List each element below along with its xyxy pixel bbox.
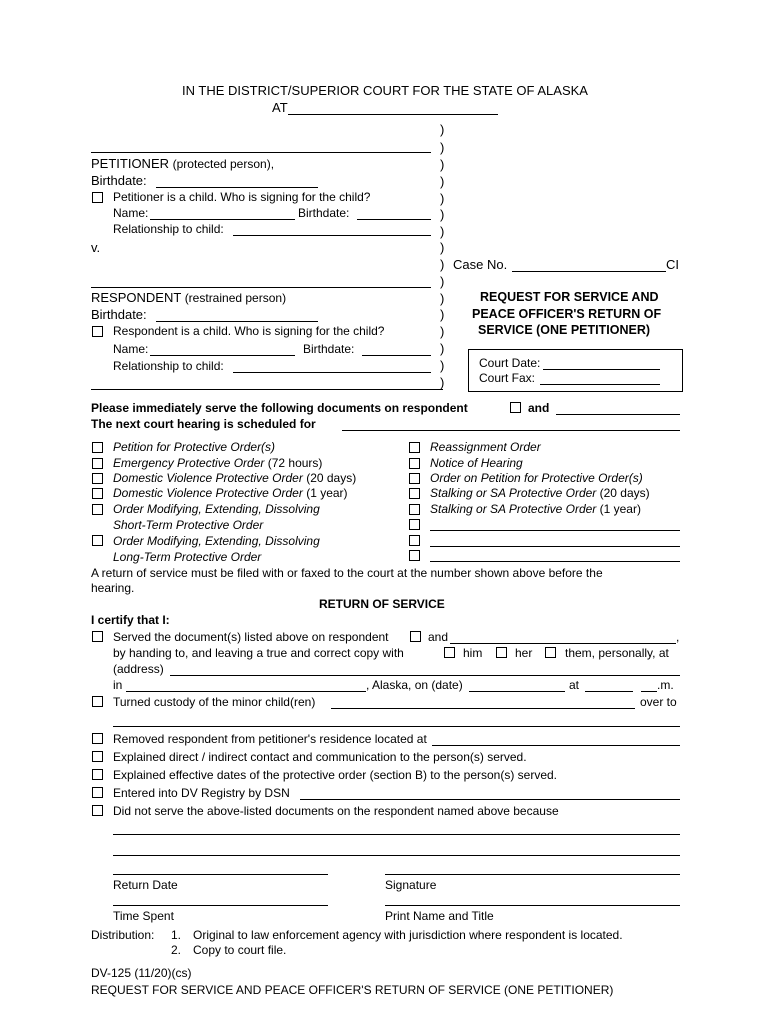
doc-checkbox-dv-20[interactable] bbox=[92, 473, 103, 484]
custody-person-field[interactable] bbox=[113, 726, 680, 727]
doc-checkbox-petition[interactable] bbox=[92, 442, 103, 453]
served-date-field[interactable] bbox=[469, 691, 565, 692]
court-fax-field[interactable] bbox=[540, 384, 660, 385]
caption-paren: ) bbox=[440, 341, 445, 356]
return-notice-line1: A return of service must be filed with or faxed to the court at the number shown above before the bbox=[91, 566, 603, 580]
address-field[interactable] bbox=[170, 675, 680, 676]
custody-child-field[interactable] bbox=[331, 708, 635, 709]
respondent-relationship-label: Relationship to child: bbox=[113, 359, 224, 373]
him-checkbox[interactable] bbox=[444, 647, 455, 658]
distribution-label: Distribution: bbox=[91, 928, 155, 942]
versus-label: v. bbox=[91, 240, 101, 255]
print-name-field[interactable] bbox=[385, 905, 680, 906]
case-no-label: Case No. bbox=[453, 257, 508, 272]
signature-field[interactable] bbox=[385, 874, 680, 875]
distribution-item-2: Copy to court file. bbox=[193, 943, 287, 957]
doc-checkbox-other-2[interactable] bbox=[409, 535, 420, 546]
at-label: at bbox=[569, 678, 580, 692]
caption-paren: ) bbox=[440, 240, 445, 255]
court-location-label: AT bbox=[272, 100, 288, 115]
serve-and-label: and bbox=[528, 401, 550, 415]
removed-text: Removed respondent from petitioner's residence located at bbox=[113, 732, 427, 746]
certify-label: I certify that I: bbox=[91, 613, 170, 627]
handing-text: by handing to, and leaving a true and correct copy with bbox=[113, 646, 404, 660]
removed-checkbox[interactable] bbox=[92, 733, 103, 744]
serve-and-checkbox[interactable] bbox=[510, 402, 521, 413]
footer-title: REQUEST FOR SERVICE AND PEACE OFFICER'S RETURN OF SERVICE (ONE PETITIONER) bbox=[91, 983, 614, 997]
respondent-label: RESPONDENT (restrained person) bbox=[91, 290, 287, 305]
caption-paren: ) bbox=[440, 157, 445, 172]
doc-checkbox-dv-1yr[interactable] bbox=[92, 488, 103, 499]
doc-checkbox-order-petition[interactable] bbox=[409, 473, 420, 484]
respondent-signer-name-label: Name: bbox=[113, 342, 149, 356]
respondent-signer-birthdate-field[interactable] bbox=[362, 355, 431, 356]
doc-other-field-3[interactable] bbox=[430, 561, 680, 562]
petitioner-birthdate-label: Birthdate: bbox=[91, 173, 147, 188]
caption-paren: ) bbox=[440, 174, 445, 189]
doc-checkbox-reassignment[interactable] bbox=[409, 442, 420, 453]
did-not-serve-checkbox[interactable] bbox=[92, 805, 103, 816]
form-number: DV-125 (11/20)(cs) bbox=[91, 966, 192, 980]
petitioner-signer-birthdate-field[interactable] bbox=[357, 219, 431, 220]
explained-contact-checkbox[interactable] bbox=[92, 751, 103, 762]
doc-label: Order on Petition for Protective Order(s) bbox=[430, 471, 643, 485]
removed-location-field[interactable] bbox=[432, 745, 680, 746]
respondent-signer-birthdate-label: Birthdate: bbox=[303, 342, 355, 356]
over-to-label: over to bbox=[640, 695, 677, 709]
her-label: her bbox=[515, 646, 533, 660]
court-date-field[interactable] bbox=[543, 369, 660, 370]
return-date-label: Return Date bbox=[113, 878, 178, 892]
caption-paren: ) bbox=[440, 324, 445, 339]
doc-label: Reassignment Order bbox=[430, 440, 541, 454]
time-spent-field[interactable] bbox=[113, 905, 328, 906]
distribution-item-1: Original to law enforcement agency with jurisdiction where respondent is located. bbox=[193, 928, 623, 942]
hearing-label: The next court hearing is scheduled for bbox=[91, 417, 316, 431]
custody-checkbox[interactable] bbox=[92, 696, 103, 707]
respondent-relationship-field[interactable] bbox=[233, 372, 431, 373]
doc-other-field-2[interactable] bbox=[430, 546, 680, 547]
city-field[interactable] bbox=[126, 691, 366, 692]
caption-paren: ) bbox=[440, 224, 445, 239]
caption-paren: ) bbox=[440, 291, 445, 306]
respondent-child-checkbox[interactable] bbox=[92, 326, 103, 337]
time-spent-label: Time Spent bbox=[113, 909, 174, 923]
caption-paren: ) bbox=[440, 191, 445, 206]
explained-contact-text: Explained direct / indirect contact and communication to the person(s) served. bbox=[113, 750, 527, 764]
dv-registry-text: Entered into DV Registry by DSN bbox=[113, 786, 290, 800]
petitioner-relationship-field[interactable] bbox=[233, 235, 431, 236]
petitioner-label: PETITIONER (protected person), bbox=[91, 156, 275, 171]
respondent-birthdate-field[interactable] bbox=[156, 321, 318, 322]
serve-instruction: Please immediately serve the following documents on respondent bbox=[91, 401, 468, 415]
explained-dates-text: Explained effective dates of the protective order (section B) to the person(s) served. bbox=[113, 768, 558, 782]
in-label: in bbox=[113, 678, 123, 692]
doc-label: Stalking or SA Protective Order (20 days) bbox=[430, 486, 650, 500]
respondent-birthdate-label: Birthdate: bbox=[91, 307, 147, 322]
served-and-checkbox[interactable] bbox=[410, 631, 421, 642]
doc-checkbox-stalking-20[interactable] bbox=[409, 488, 420, 499]
m-label: .m. bbox=[657, 678, 674, 692]
served-comma: , bbox=[676, 630, 680, 644]
doc-label: Short-Term Protective Order bbox=[113, 518, 264, 532]
them-label: them, personally, at bbox=[565, 646, 669, 660]
doc-label: Notice of Hearing bbox=[430, 456, 523, 470]
doc-checkbox-stalking-1yr[interactable] bbox=[409, 504, 420, 515]
caption-paren: ) bbox=[440, 274, 445, 289]
doc-checkbox-modify-short[interactable] bbox=[92, 504, 103, 515]
serve-and-field[interactable] bbox=[556, 414, 680, 415]
explained-dates-checkbox[interactable] bbox=[92, 769, 103, 780]
return-of-service-heading: RETURN OF SERVICE bbox=[319, 597, 445, 611]
custody-text: Turned custody of the minor child(ren) bbox=[113, 695, 316, 709]
print-name-label: Print Name and Title bbox=[385, 909, 494, 923]
return-notice-line2: hearing. bbox=[91, 581, 135, 595]
did-not-serve-text: Did not serve the above-listed documents on the respondent named above because bbox=[113, 804, 559, 818]
case-no-suffix: CI bbox=[666, 257, 679, 272]
court-date-label: Court Date: bbox=[479, 356, 541, 370]
form-title-line2: PEACE OFFICER'S RETURN OF bbox=[472, 307, 662, 321]
case-no-field[interactable] bbox=[512, 271, 666, 272]
petitioner-child-text: Petitioner is a child. Who is signing for the child? bbox=[113, 190, 371, 204]
reason-field-2[interactable] bbox=[113, 855, 680, 856]
alaska-date-label: , Alaska, on (date) bbox=[366, 678, 463, 692]
doc-label: Domestic Violence Protective Order (1 year) bbox=[113, 486, 348, 500]
reason-field-1[interactable] bbox=[113, 834, 680, 835]
doc-checkbox-notice[interactable] bbox=[409, 458, 420, 469]
respondent-name-field[interactable] bbox=[91, 287, 431, 288]
caption-paren: ) bbox=[440, 207, 445, 222]
caption-paren: ) bbox=[440, 358, 445, 373]
doc-label: Stalking or SA Protective Order (1 year) bbox=[430, 502, 641, 516]
court-location-field[interactable] bbox=[288, 114, 498, 115]
distribution-number: 2. bbox=[171, 943, 182, 957]
her-checkbox[interactable] bbox=[496, 647, 507, 658]
court-heading: IN THE DISTRICT/SUPERIOR COURT FOR THE STATE OF ALASKA bbox=[182, 83, 588, 98]
doc-checkbox-other-3[interactable] bbox=[409, 550, 420, 561]
doc-label: Domestic Violence Protective Order (20 days) bbox=[113, 471, 357, 485]
caption-paren: ) bbox=[440, 257, 445, 272]
dv-registry-checkbox[interactable] bbox=[92, 787, 103, 798]
served-time-field[interactable] bbox=[585, 691, 633, 692]
doc-label: Petition for Protective Order(s) bbox=[113, 440, 276, 454]
court-fax-label: Court Fax: bbox=[479, 371, 536, 385]
doc-label: Long-Term Protective Order bbox=[113, 550, 262, 564]
ampm-field[interactable] bbox=[641, 691, 657, 692]
him-label: him bbox=[463, 646, 483, 660]
doc-checkbox-other-1[interactable] bbox=[409, 519, 420, 530]
them-checkbox[interactable] bbox=[545, 647, 556, 658]
caption-paren: ) bbox=[440, 122, 445, 137]
doc-other-field-1[interactable] bbox=[430, 530, 680, 531]
address-label: (address) bbox=[113, 662, 164, 676]
dsn-field[interactable] bbox=[300, 799, 680, 800]
caption-paren: ) bbox=[440, 375, 445, 390]
petitioner-child-checkbox[interactable] bbox=[92, 192, 103, 203]
return-date-field[interactable] bbox=[113, 874, 328, 875]
caption-paren: ) bbox=[440, 307, 445, 322]
caption-bottom-rule bbox=[91, 389, 443, 390]
signature-label: Signature bbox=[385, 878, 437, 892]
doc-checkbox-modify-long[interactable] bbox=[92, 535, 103, 546]
doc-label: Order Modifying, Extending, Dissolving bbox=[113, 502, 320, 516]
served-checkbox[interactable] bbox=[92, 631, 103, 642]
petitioner-signer-birthdate-label: Birthdate: bbox=[298, 206, 350, 220]
served-text: Served the document(s) listed above on respondent bbox=[113, 630, 389, 644]
respondent-signer-name-field[interactable] bbox=[150, 355, 295, 356]
petitioner-name-field[interactable] bbox=[91, 152, 431, 153]
petitioner-relationship-label: Relationship to child: bbox=[113, 222, 224, 236]
petitioner-birthdate-field[interactable] bbox=[156, 187, 318, 188]
caption-paren: ) bbox=[440, 140, 445, 155]
petitioner-signer-name-field[interactable] bbox=[150, 219, 295, 220]
doc-label: Emergency Protective Order (72 hours) bbox=[113, 456, 323, 470]
form-title-line3: SERVICE (ONE PETITIONER) bbox=[478, 323, 651, 337]
served-and-field[interactable] bbox=[450, 643, 676, 644]
doc-label: Order Modifying, Extending, Dissolving bbox=[113, 534, 320, 548]
respondent-child-text: Respondent is a child. Who is signing for the child? bbox=[113, 324, 385, 338]
petitioner-signer-name-label: Name: bbox=[113, 206, 149, 220]
distribution-number: 1. bbox=[171, 928, 182, 942]
doc-checkbox-emergency[interactable] bbox=[92, 458, 103, 469]
hearing-field[interactable] bbox=[342, 430, 680, 431]
form-title-line1: REQUEST FOR SERVICE AND bbox=[480, 290, 659, 304]
served-and-label: and bbox=[428, 630, 449, 644]
